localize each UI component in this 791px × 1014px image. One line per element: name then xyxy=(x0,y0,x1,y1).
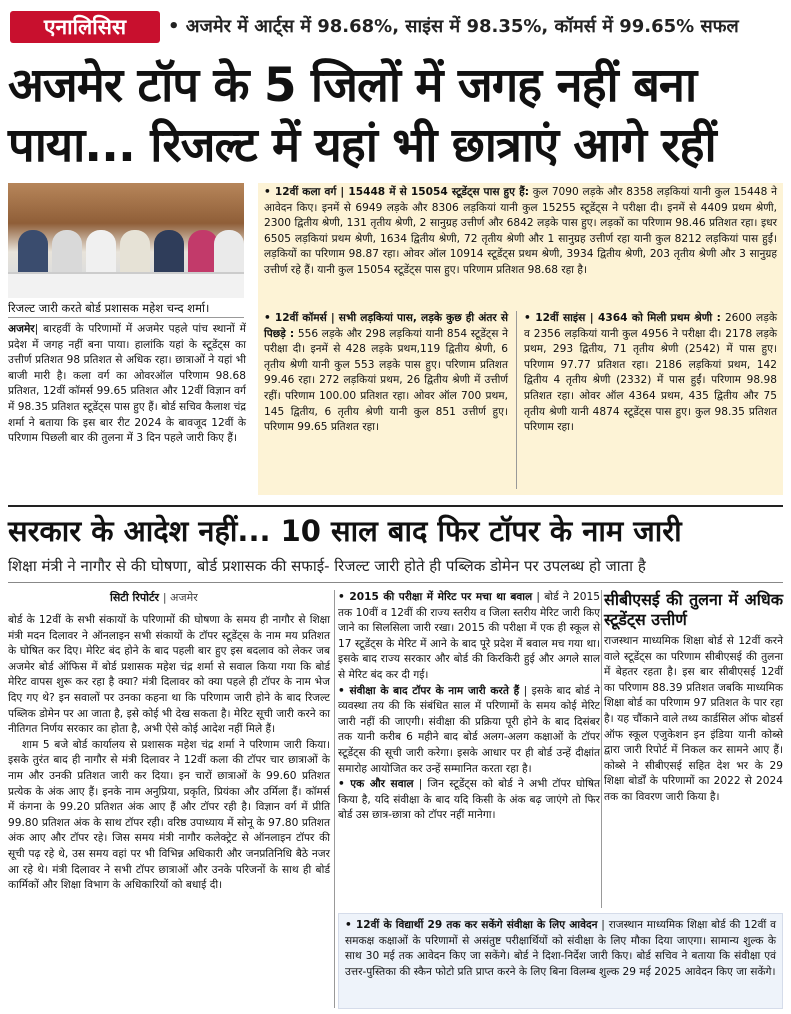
scrutiny-label: • 12वीं के विद्यार्थी 29 तक कर सकेंगे संवीक्षा के लिए आवेदन xyxy=(345,919,598,931)
press-photo xyxy=(8,183,244,298)
lead-text: | बारहवीं के परिणामों में अजमेर पहले पांच स्थानों में प्रदेश में जगह नहीं बना पाया। हालांकि यहां के स्टूडेंट्स का उत्तीर्ण प्रतिशत 98 प्रतिशत से अधिक रहा। छात्राओं ने यहां भी बाजी मारी है। कला वर्ग का ओवरऑल परिणाम 98.68 प्रतिशत, 12वीं कॉमर्स 99.65 प्रतिशत और 12वीं विज्ञान वर्ग में 98.35 प्रतिशत स्टूडेंट्स पास हुए हैं। बोर्ड सचिव कैलाश चंद्र शर्मा ने बताया कि इस बार रीट 2024 के बावजूद 12वीं के परिणाम पिछली बार की तुलना में 3 दिन पहले जारी किए हैं। xyxy=(8,323,246,445)
scrutiny-box xyxy=(338,913,783,1009)
scrutiny-text: | राजस्थान माध्यमिक शिक्षा बोर्ड की 12वीं व समकक्ष कक्षाओं के परिणामों से असंतुष्ट परीक्षार्थियों को संवीक्षा के लिए मौका दिया जाएगा। सामान्य शुल्क के साथ 30 मई तक आवेदन किए जा सकेंगे। बोर्ड ने दिशा-निर्देश जारी किए। बोर्ड सचिव ने बताया कि संवीक्षा एवं उत्तर-पुस्तिका की स्कैन फोटो प्रति प्राप्त करने के लिए बिना विलम्ब शुल्क 29 मई 2025 आवेदन किए जा सकेंगे। xyxy=(345,919,776,978)
commerce-results xyxy=(264,311,508,436)
cbse-text: राजस्थान माध्यमिक शिक्षा बोर्ड से 12वीं करने वाले स्टूडेंट्स का परिणाम सीबीएसई की तुलना में बेहतर रहता है। इस बार सीबीएसई 12वीं का परिणाम 88.39 प्रतिशत जबकि माध्यमिक शिक्षा बोर्ड का परिणाम 97 प्रतिशत के पार रहा है। यह चौंकाने वाले तथ्य कार्डसिल ऑफ बोडर्स ऑफ स्कूल एजुकेशन इन इंडिया यानी कोब्से द्वारा जारी रिपोर्ट में निकल कर सामने आए हैं। कोब्से ने सीबीएसई सहित देश भर के 29 शिक्षा बोर्डों के परिणामों का 2022 से 2024 तक का विवरण जारी किया है। xyxy=(604,635,783,803)
arts-label: • 12वीं कला वर्ग | 15448 में से 15054 स्टूडेंट्स पास हुए हैं: xyxy=(264,186,529,198)
story2-headline: सरकार के आदेश नहीं... 10 साल बाद फिर टॉपर के नाम जारी xyxy=(8,514,682,548)
commerce-label: • 12वीं कॉमर्स | सभी लड़कियां पास, लड़के कुछ ही अंतर से पिछड़े : xyxy=(264,312,508,340)
main-headline xyxy=(8,56,783,176)
story2-subhead: शिक्षा मंत्री ने नागौर से की घोषणा, बोर्ड प्रशासक की सफाई- रिजल्ट जारी होते ही पब्लिक डोमेन पर उपलब्ध हो जाता है xyxy=(8,557,646,575)
lead-paragraph xyxy=(8,322,246,447)
commerce-text: 556 लड़के और 298 लड़कियां यानी 854 स्टूडेंट्स ने परीक्षा दी। इनमें से 428 लड़के प्रथम,119 द्वितीय श्रेणी, 6 तृतीय श्रेणी यानी कुल 553 लड़के पास हुए। परिणाम प्रतिशत 99.46 रहा। 272 लड़कियां प्रथम, 26 द्वितीय श्रेणी में उत्तीर्ण रहीं। परिणाम 100.00 प्रतिशत रहा। ओवर ऑल 700 प्रथम, 145 द्वितीय, 6 तृतीय श्रेणी यानी कुल 851 उत्तीर्ण हुए। परिणाम 99.65 प्रतिशत रहा। xyxy=(264,327,508,434)
section-divider xyxy=(8,505,783,507)
science-results xyxy=(524,311,777,436)
headline-line-2: पाया... रिजल्ट में यहां भी छात्राएं आगे रहीं xyxy=(8,118,716,173)
section-tag: एनालिसिस xyxy=(10,11,160,43)
cbse-comparison xyxy=(604,590,783,806)
toppers-after-scrutiny: • संवीक्षा के बाद टॉपर के नाम जारी करते हैं | इसके बाद बोर्ड ने व्यवस्था तय की कि संबंधित साल में परिणामों के समय कोई मेरिट जारी नहीं की जाएगी। संवीक्षा की प्रक्रिया पूरी होने के बाद दिसंबर तक यानी करीब 6 महीने बाद बोर्ड अलग-अलग कक्षाओं के टॉपर स्टूडेंट्स की सूची जारी करेगा। इसके आधार पर ही बोर्ड उन्हें दीक्षांत समारोह आयोजित कर उन्हें सम्मानित करता रहा है। xyxy=(338,684,600,775)
strap-line: • अजमेर में आर्ट्स में 98.68%, साइंस में 98.35%, कॉमर्स में 99.65% सफल xyxy=(168,16,739,37)
science-label: • 12वीं साइंस | 4364 को मिली प्रथम श्रेणी : xyxy=(524,312,721,324)
arts-text: कुल 7090 लड़के और 8358 लड़कियां यानी कुल 15448 ने आवेदन किए। इनमें से 6949 लड़के और 8306 लड़कियां यानी कुल 15255 स्टूडेंट्स ने परीक्षा दी। इनमें से 4409 प्रथम श्रेणी, 2300 द्वितीय श्रेणी, 131 तृतीय श्रेणी, 2 सानुग्रह उत्तीर्ण और 6842 लड़के पास हुए। लड़कों का परिणाम 98.46 प्रतिशत रहा। इधर 6505 लड़कियां प्रथम श्रेणी, 1634 द्वितीय श्रेणी, 72 तृतीय श्रेणी और 1 सानुग्रह उत्तीर्ण रहा यानी कुल 8212 लड़कियां पास हुईं। लड़कियों का परिणाम 98.87 रहा। ओवर ऑल 10914 स्टूडेंट्स प्रथम श्रेणी, 3934 द्वितीय श्रेणी, 203 तृतीय श्रेणी और 3 सानुग्रह उत्तीर्ण रहे हैं। यानी कुल 15054 स्टूडेंट्स पास हुए। परिणाम प्रतिशत 98.68 रहा है। xyxy=(264,186,777,276)
merit-controversy: • 2015 की परीक्षा में मेरिट पर मचा था बवाल | बोर्ड ने 2015 तक 10वीं व 12वीं की राज्य स्तरीय व जिला स्तरीय मेरिट जारी किए जाने का सिलसिला जारी रखा। 2015 की परीक्षा में एक ही स्कूल से 17 स्टूडेंट्स के मेरिट में आने के बाद पूरे प्रदेश में बवाल मच गया था। इसके बाद राज्य सरकार और बोर्ड की किरकिरी हुई और अगले साल से मेरिट बंद कर दी गई। xyxy=(338,591,600,681)
story2-paragraph-2: शाम 5 बजे बोर्ड कार्यालय से प्रशासक महेश चंद्र शर्मा ने परिणाम जारी किया। इसके तुरंत बाद ही नागौर से मंत्री दिलावर ने 12वीं कला की टॉपर चार छात्राओं के नाम और उनकी प्रतिशत जारी कर दिया। इन चारों छात्राओं के 99.60 प्रतिशत प्रत्येक के अंक आए हैं। इनके नाम अनुप्रिया, प्रकृति, प्रियंका और उर्मिला हैं। कॉमर्स में कंगना के 99.20 प्रतिशत अंक आए हैं और टॉपर रही है। विज्ञान वर्ग में प्रीति 99.80 प्रतिशत अंक के साथ टॉपर रही। वरिष्ठ उपाध्याय में सोनू के 97.80 प्रतिशत अंक आए और टॉपर रहे। जिस समय मंत्री नागौर कलेक्ट्रेट से ऑनलाइन टॉपर की सूची पढ़ रहे थे, उस समय वहां पर भी विभिन्न अधिकारी और जनप्रतिनिधि बैठे नजर आ रहे थे। मंत्री दिलावर ने सभी टॉपर छात्राओं और उनके परिजनों के साथ ही बोर्ड कार्मिकों और शिक्षा विभाग के अधिकारियों को बधाई दी। xyxy=(8,738,330,892)
story2-column-2 xyxy=(338,590,600,824)
dateline: अजमेर xyxy=(8,323,35,335)
science-text: 2600 लड़के व 2356 लड़कियां यानी कुल 4956 ने परीक्षा दी। 2178 लड़के प्रथम, 293 द्वितीय, 71 तृतीय श्रेणी (2542) में पास हुए। परिणाम 97.77 प्रतिशत रहा। 2186 लड़कियां प्रथम, 142 द्वितीय 4 तृतीय श्रेणी (2332) में पास हुईं। परिणाम 98.98 प्रतिशत रहा। ओवर ऑल 4364 प्रथम, 435 द्वितीय और 75 तृतीय श्रेणी यानी 4874 स्टूडेंट्स पास हुए। कुल 98.35 प्रतिशत परिणाम रहा। xyxy=(524,312,777,434)
byline: सिटी रिपोर्टर | अजमेर xyxy=(110,591,198,604)
results-box xyxy=(258,183,783,495)
story2-column-1 xyxy=(8,613,330,894)
story2-paragraph-1: बोर्ड के 12वीं के सभी संकायों के परिणामों की घोषणा के समय ही नागौर से शिक्षा मंत्री मदन दिलावर ने ऑनलाइन सभी संकायों के टॉपर स्टूडेंट्स के नाम मय प्रतिशत के घोषित कर दिए। मेरिट बंद होने के बाद पहली बार हुए इस बदलाव को लेकर जब अजमेर बोर्ड ऑफिस में बोर्ड प्रशासक महेश चंद्र शर्मा से सवाल किया गया कि बोर्ड मेरिट वापस शुरू कर रहा है क्या? मंत्री दिलावर को क्या पहले ही टॉपर के नाम भेज दिए गए थे? इन सवालों पर उनका कहना था कि परिणाम जारी होने के बाद रिजल्ट पब्लिक डोमेन पर आ जाता है, इसे कोई भी देख सकता है। मेरिट सूची जारी करने का नीतिगत निर्णय सरकार का होता है, अभी ऐसे कोई आदेश नहीं मिले हैं। xyxy=(8,614,330,736)
subhead-divider xyxy=(8,582,783,583)
headline-line-1: अजमेर टॉप के 5 जिलों में जगह नहीं बना xyxy=(8,58,697,113)
photo-caption: रिजल्ट जारी करते बोर्ड प्रशासक महेश चन्द शर्मा। xyxy=(8,298,244,318)
arts-results xyxy=(264,185,777,279)
cbse-title: सीबीएसई की तुलना में अधिक स्टूडेंट्स उत्तीर्ण xyxy=(604,590,783,629)
another-question: • एक और सवाल | जिन स्टूडेंट्स को बोर्ड ने अभी टॉपर घोषित किया है, यदि संवीक्षा के बाद यदि किसी के अंक बढ़ जाएंगे तो फिर बोर्ड उस छात्र-छात्रा को टॉपर नहीं मानेगा। xyxy=(338,778,600,822)
